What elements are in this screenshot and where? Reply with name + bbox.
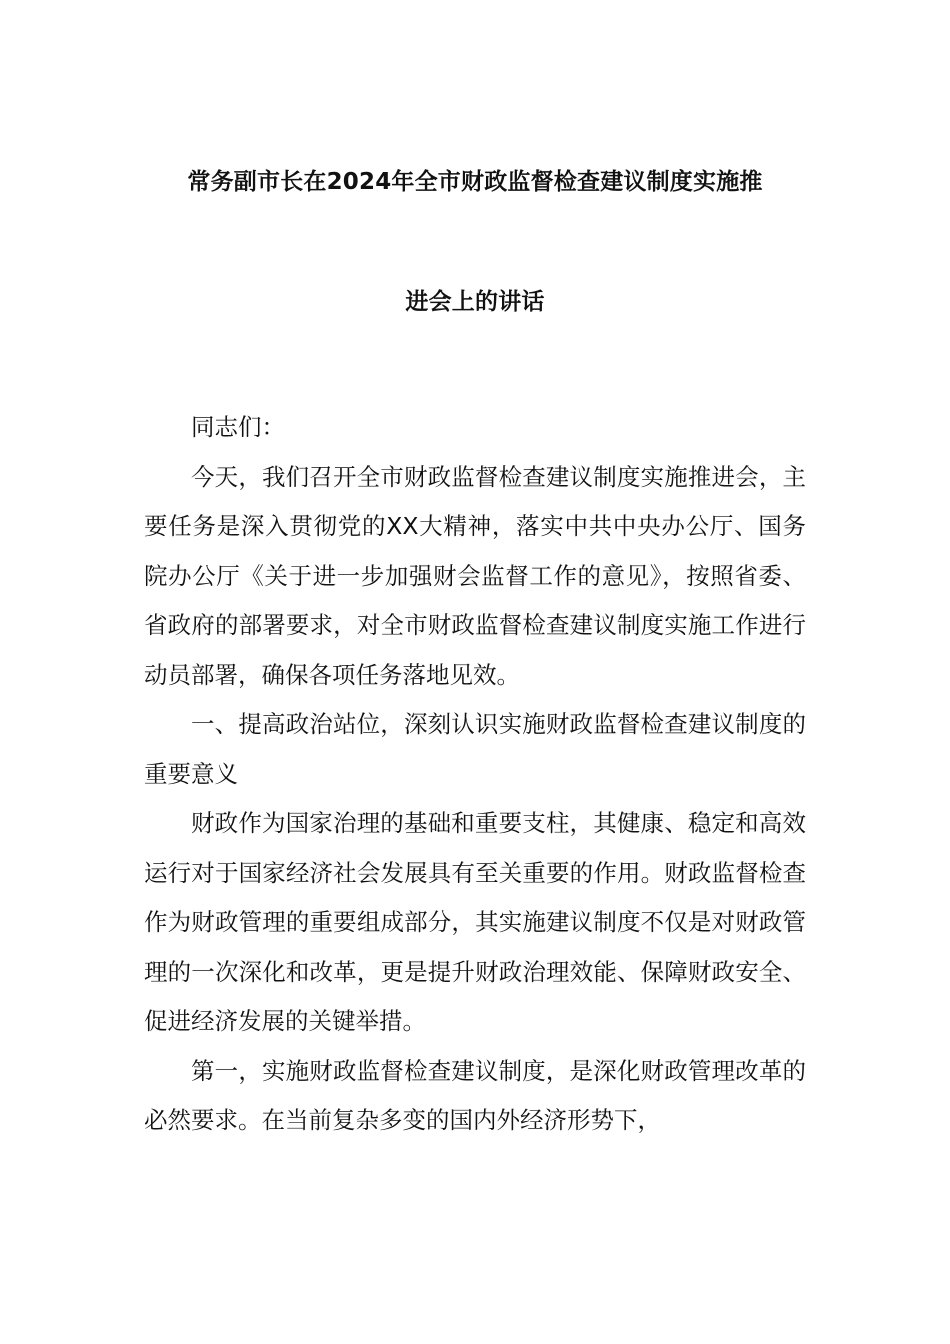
body-paragraph: 今天，我们召开全市财政监督检查建议制度实施推进会，主要任务是深入贯彻党的XX大精神，落实中共中央办公厅、国务院办公厅《关于进一步加强财会监督工作的意见》，按照省委、省政府的部署要求，对全市财政监督检查建议制度实施工作进行动员部署，确保各项任务落地见效。 xyxy=(144,462,806,689)
salutation: 同志们： xyxy=(191,413,285,441)
document-title-line-1: 常务副市长在2024年全市财政监督检查建议制度实施推 xyxy=(187,169,763,195)
body-paragraph: 第一，实施财政监督检查建议制度，是深化财政管理改革的必然要求。在当前复杂多变的国内外经济形势下， xyxy=(144,1056,806,1134)
body-paragraph: 财政作为国家治理的基础和重要支柱，其健康、稳定和高效运行对于国家经济社会发展具有至关重要的作用。财政监督检查作为财政管理的重要组成部分，其实施建议制度不仅是对财政管理的一次深化和改革，更是提升财政治理效能、保障财政安全、促进经济发展的关键举措。 xyxy=(144,809,806,1035)
document-title-line-2: 进会上的讲话 xyxy=(405,289,545,315)
document-body xyxy=(144,403,806,1146)
section-heading: 一、提高政治站位，深刻认识实施财政监督检查建议制度的重要意义 xyxy=(144,710,806,788)
